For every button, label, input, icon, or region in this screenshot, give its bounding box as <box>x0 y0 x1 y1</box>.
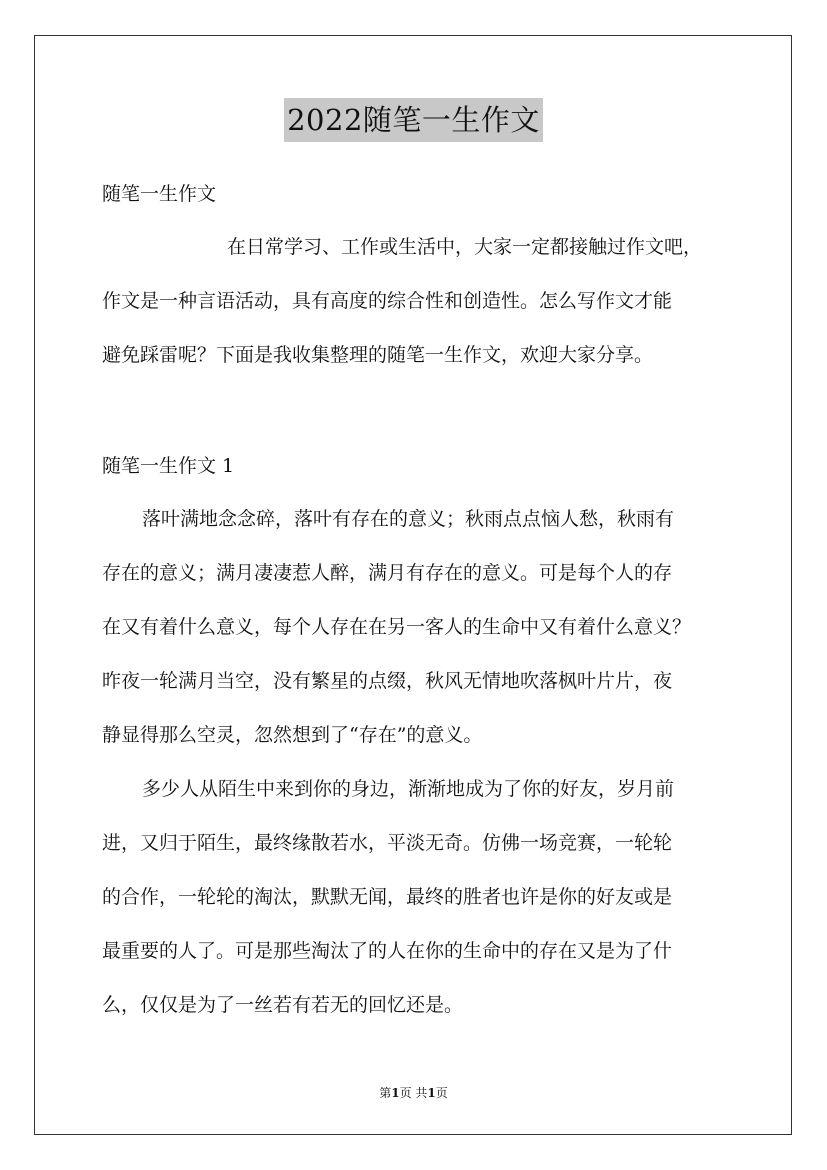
body-line: 的合作，一轮轮的淘汰，默默无闻，最终的胜者也许是你的好友或是 <box>102 886 673 908</box>
body-line: 静显得那么空灵，忽然想到了“存在”的意义。 <box>102 724 483 746</box>
body-line: 最重要的人了。可是那些淘汰了的人在你的生命中的存在又是为了什 <box>102 940 673 962</box>
page-title: 2022随笔一生作文 <box>284 98 543 142</box>
section-heading: 随笔一生作文 1 <box>102 455 235 477</box>
footer-suffix: 页 <box>435 1086 448 1100</box>
body-line: 进，又归于陌生，最终缘散若水，平淡无奇。仿佛一场竞赛，一轮轮 <box>102 832 673 854</box>
body-line: 多少人从陌生中来到你的身边，渐渐地成为了你的好友，岁月前 <box>142 778 675 800</box>
footer-mid: 页 共 <box>399 1086 428 1100</box>
body-line: 在又有着什么意义，每个人存在在另一客人的生命中又有着什么意义？ <box>102 616 692 638</box>
body-paragraph-2 <box>102 762 742 1032</box>
subtitle: 随笔一生作文 <box>102 183 217 205</box>
body-line: 昨夜一轮满月当空，没有繁星的点缀，秋风无情地吹落枫叶片片，夜 <box>102 670 673 692</box>
intro-line: 避免踩雷呢？下面是我收集整理的随笔一生作文，欢迎大家分享。 <box>102 344 654 366</box>
body-line: 么，仅仅是为了一丝若有若无的回忆还是。 <box>102 994 464 1016</box>
title-container <box>0 98 827 142</box>
page-footer <box>0 1085 827 1101</box>
intro-line: 作文是一种言语活动，具有高度的综合性和创造性。怎么写作文才能 <box>102 290 673 312</box>
body-paragraph-1 <box>102 492 742 762</box>
intro-line: 在日常学习、工作或生活中，大家一定都接触过作文吧， <box>227 236 703 258</box>
footer-total-pages: 1 <box>427 1086 436 1100</box>
footer-prefix: 第 <box>379 1086 392 1100</box>
intro-paragraph <box>102 220 742 382</box>
body-line: 存在的意义；满月凄凄惹人醉，满月有存在的意义。可是每个人的存 <box>102 562 673 584</box>
body-line: 落叶满地念念碎，落叶有存在的意义；秋雨点点恼人愁，秋雨有 <box>142 508 675 530</box>
footer-page-number: 1 <box>391 1086 400 1100</box>
